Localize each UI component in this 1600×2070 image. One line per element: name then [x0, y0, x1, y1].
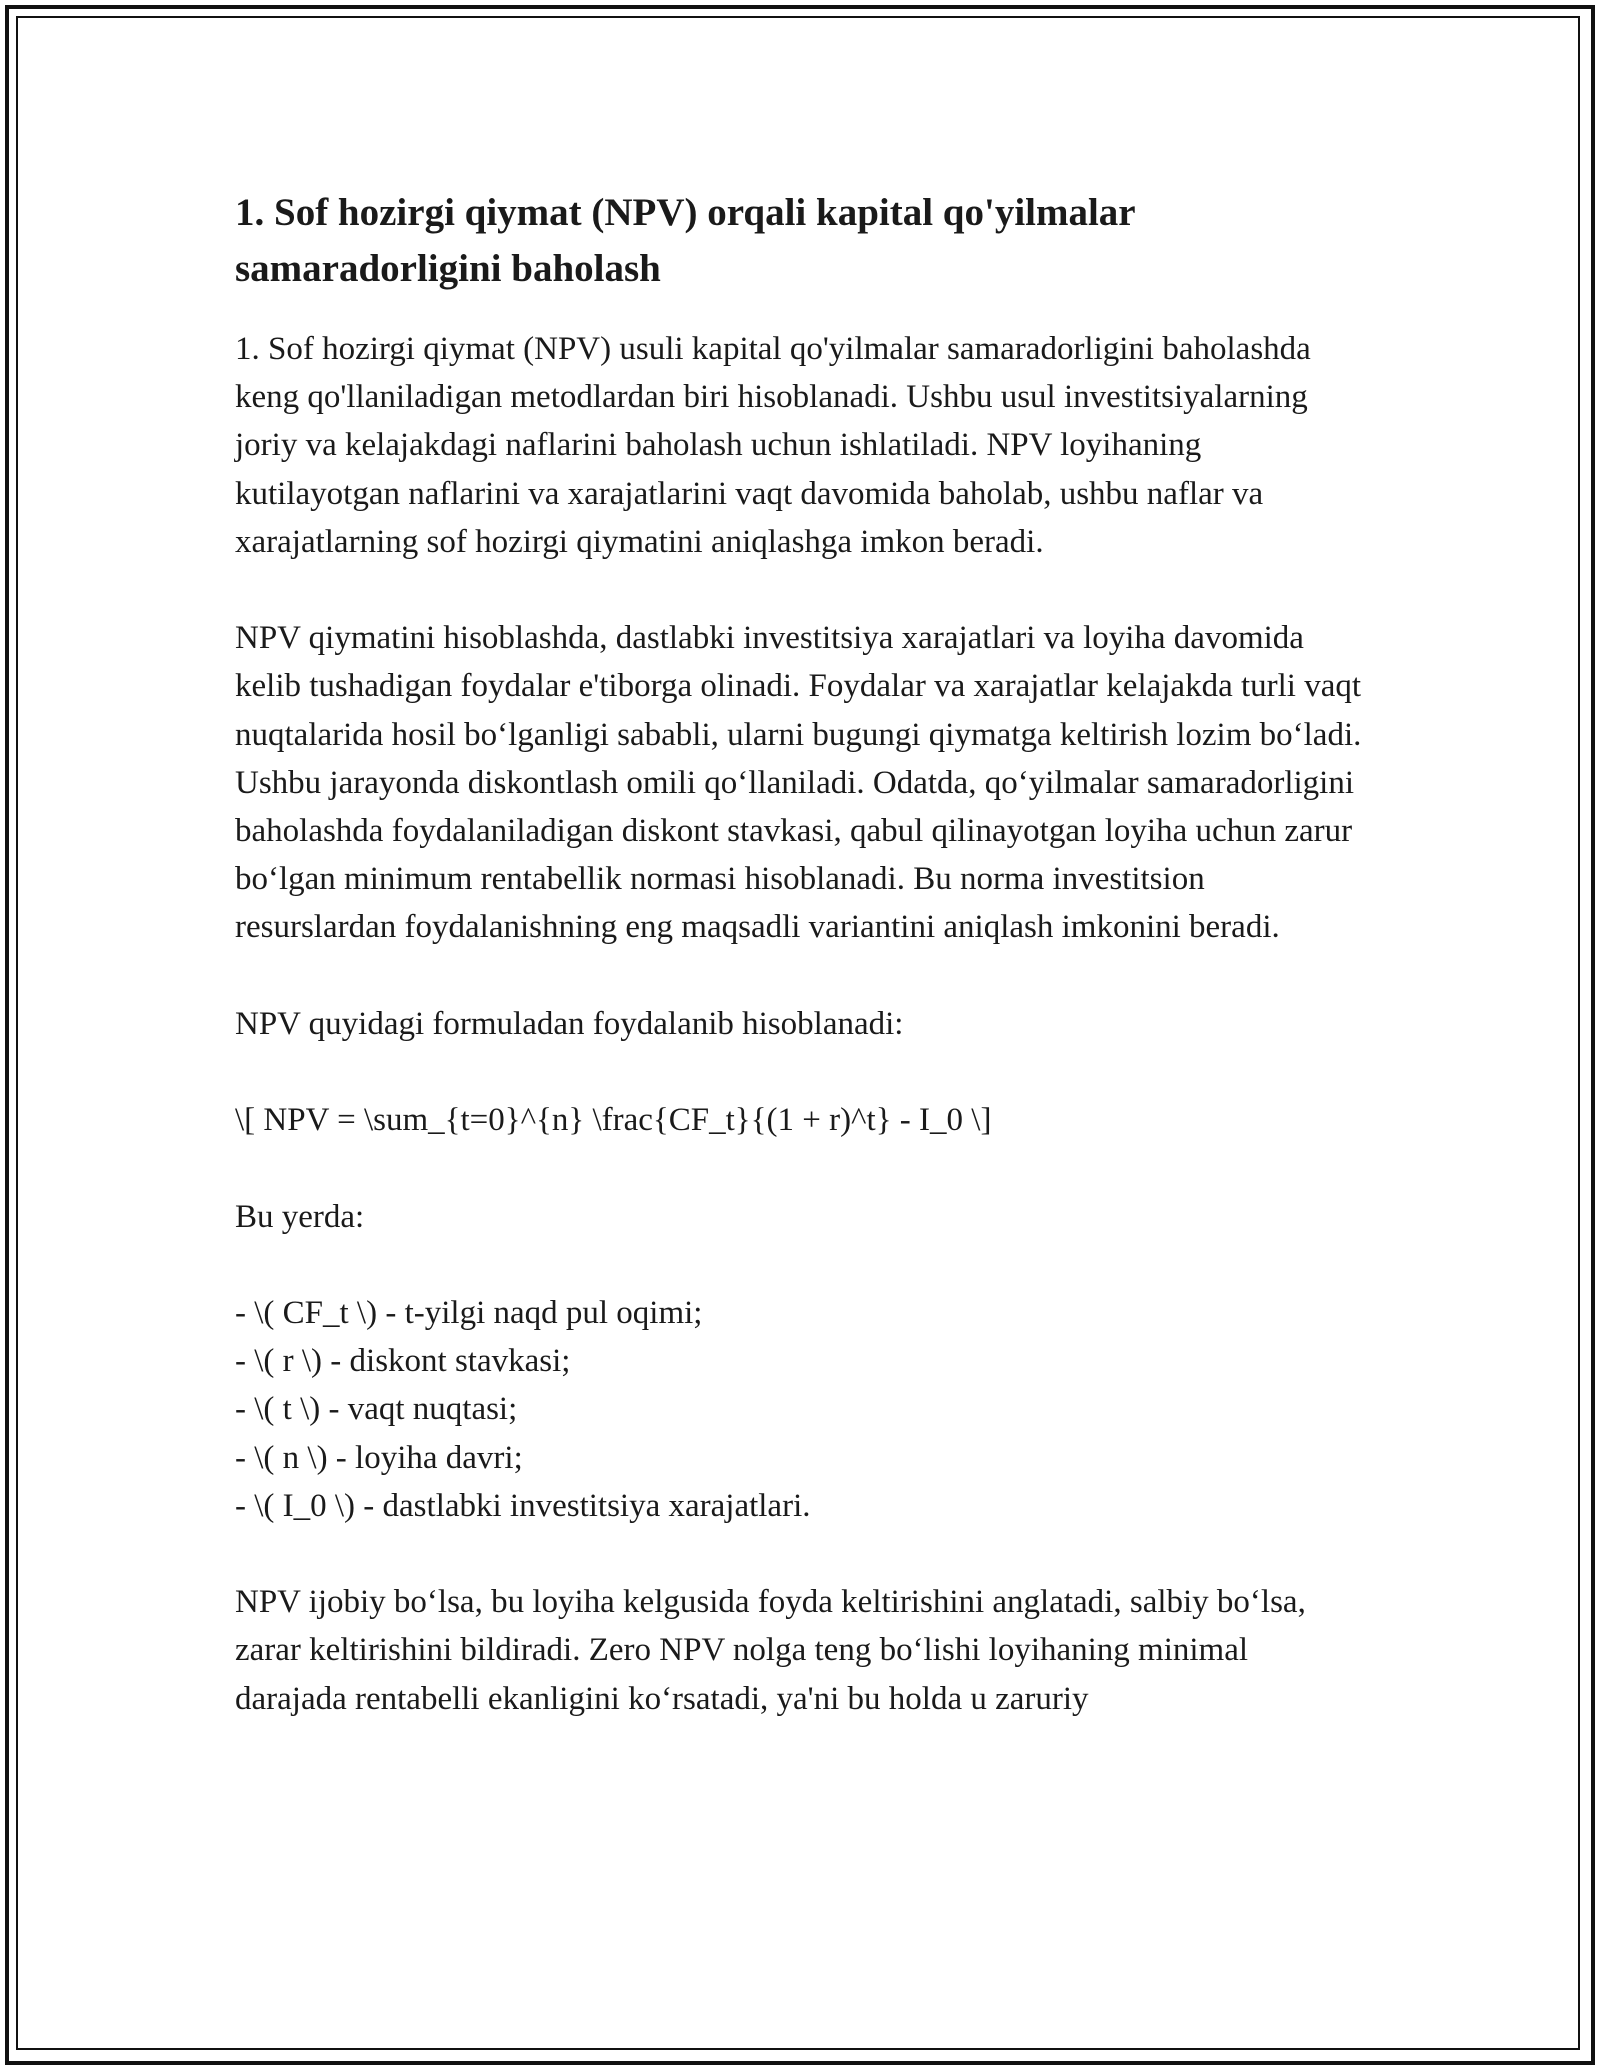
variable-list	[235, 1289, 1365, 1530]
section-heading: 1. Sof hozirgi qiymat (NPV) orqali kapital qo'yilmalar samaradorligini baholash	[235, 191, 1135, 290]
list-item: - \( I_0 \) - dastlabki investitsiya xarajatlari.	[235, 1487, 811, 1524]
paragraph-where: Bu yerda:	[235, 1198, 365, 1235]
list-item: - \( CF_t \) - t-yilgi naqd pul oqimi;	[235, 1294, 703, 1331]
list-item: - \( n \) - loyiha davri;	[235, 1439, 523, 1476]
list-item: - \( t \) - vaqt nuqtasi;	[235, 1391, 518, 1428]
paragraph-closing: NPV ijobiy bo‘lsa, bu loyiha kelgusida foyda keltirishini anglatadi, salbiy bo‘lsa, zarar keltirishini bildiradi. Zero NPV nolga teng bo‘lishi loyihaning minimal darajada rentabelli ekanligini ko‘rsatadi, ya'ni bu holda u zaruriy	[235, 1584, 1306, 1717]
paragraph-formula-intro: NPV quyidagi formuladan foydalanib hisoblanadi:	[235, 1005, 904, 1042]
list-item: - \( r \) - diskont stavkasi;	[235, 1343, 571, 1380]
paragraph-discounting: NPV qiymatini hisoblashda, dastlabki investitsiya xarajatlari va loyiha davomida kelib tushadigan foydalar e'tiborga olinadi. Foydalar va xarajatlar kelajakda turli vaqt nuqtalarida hosil bo‘lganligi sababli, ularni bugungi qiymatga keltirish lozim bo‘ladi. Ushbu jarayonda diskontlash omili qo‘llaniladi. Odatda, qo‘yilmalar samaradorligini baholashda foydalaniladigan diskont stavkasi, qabul qilinayotgan loyiha uchun zarur bo‘lgan minimum rentabellik normasi hisoblanadi. Bu norma investitsion resurslardan foydalanishning eng maqsadli variantini aniqlash imkonini beradi.	[235, 620, 1362, 946]
document-body	[235, 185, 1365, 1723]
paragraph-intro: 1. Sof hozirgi qiymat (NPV) usuli kapital qo'yilmalar samaradorligini baholashda keng qo'llaniladigan metodlardan biri hisoblanadi. Ushbu usul investitsiyalarning joriy va kelajakdagi naflarini baholash uchun ishlatiladi. NPV loyihaning kutilayotgan naflarini va xarajatlarini vaqt davomida baholab, ushbu naflar va xarajatlarning sof hozirgi qiymatini aniqlashga imkon beradi.	[235, 331, 1311, 560]
formula-npv: \[ NPV = \sum_{t=0}^{n} \frac{CF_t}{(1 + r)^t} - I_0 \]	[235, 1102, 992, 1139]
